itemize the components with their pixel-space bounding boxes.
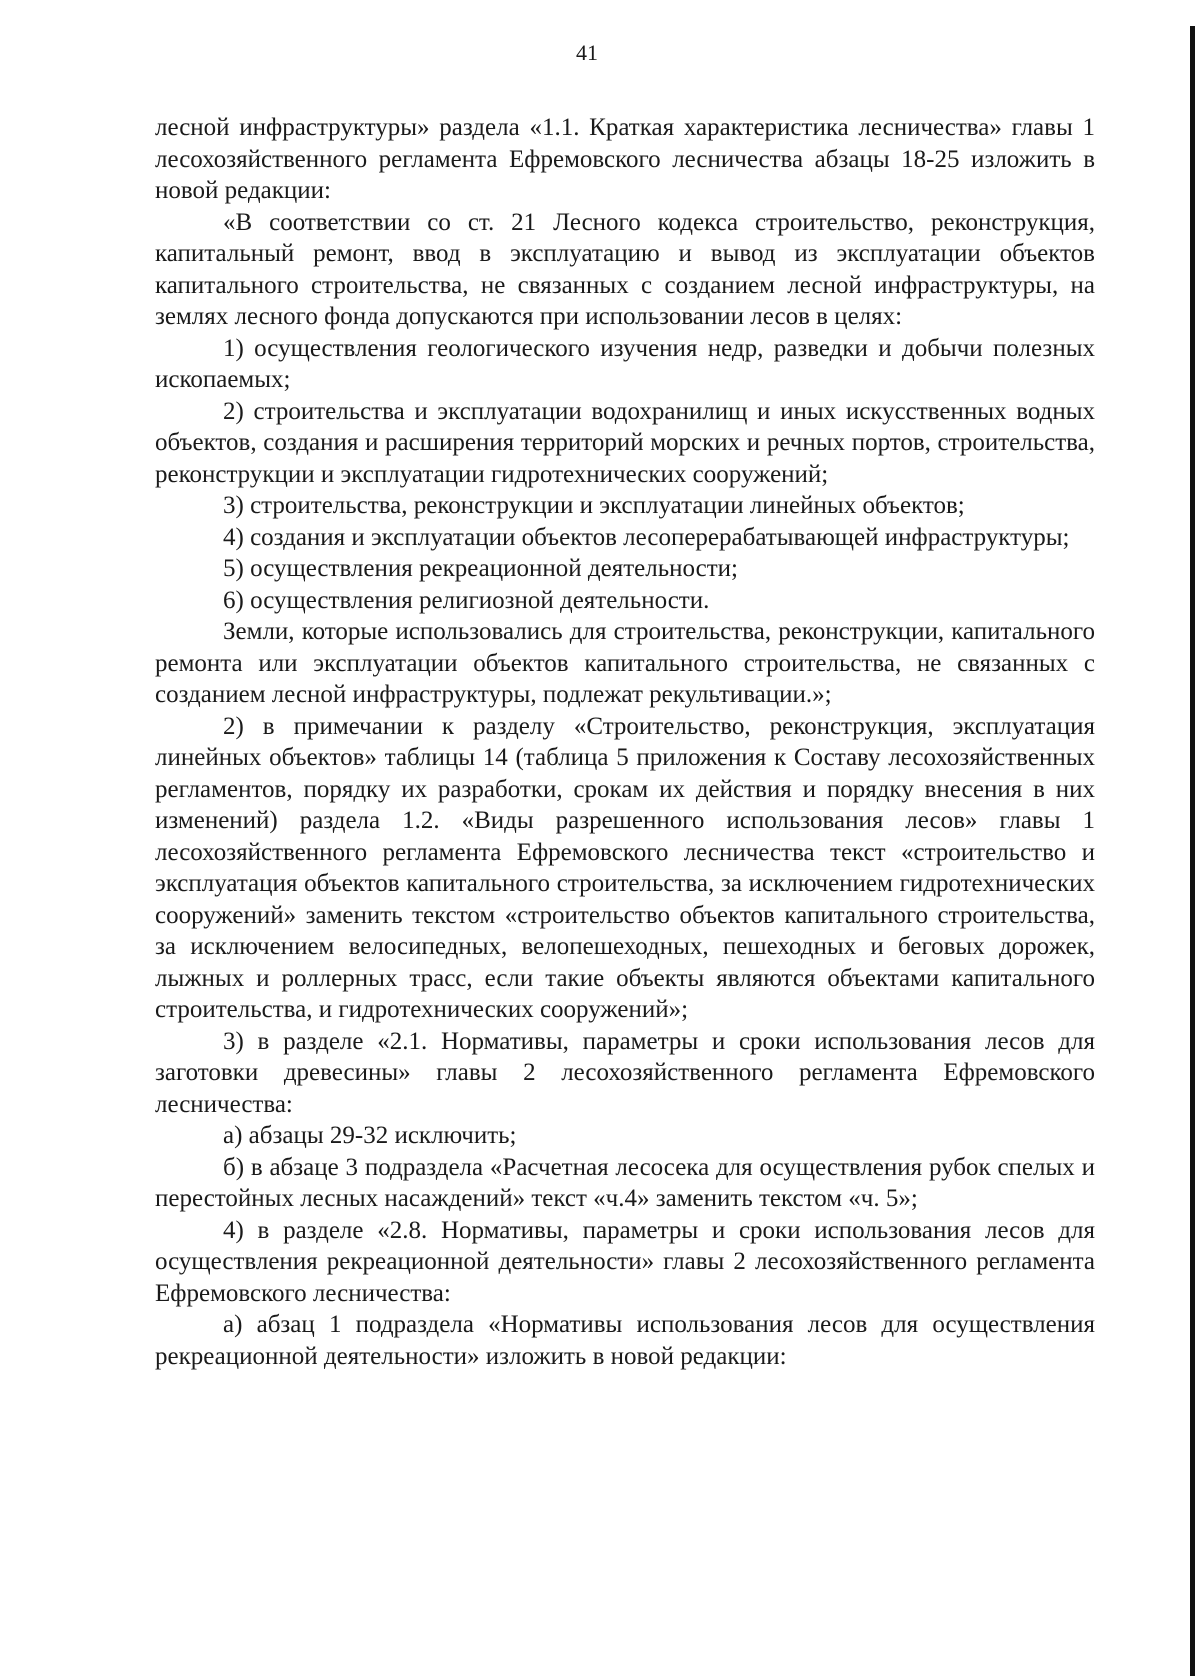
paragraph-7: 5) осуществления рекреационной деятельности;	[223, 555, 738, 582]
paragraph-3: 1) осуществления геологического изучения недр, разведки и добычи полезных ископаемых;	[155, 334, 1095, 393]
paragraph-5: 3) строительства, реконструкции и эксплуатации линейных объектов;	[223, 492, 965, 519]
page-number: 41	[576, 40, 598, 65]
paragraph-6: 4) создания и эксплуатации объектов лесоперерабатывающей инфраструктуры;	[223, 523, 1070, 551]
paragraph-2: «В соответствии со ст. 21 Лесного кодекса строительство, реконструкция, капитальный ремонт, ввод в эксплуатацию и вывод из эксплуатации объектов капитального строительства, не связанных с созданием лесной инфраструктуры, на землях лесного фонда допускаются при использовании лесов в целях:	[155, 208, 1095, 330]
document-body	[155, 112, 1095, 1372]
paragraph-14: 4) в разделе «2.8. Нормативы, параметры и сроки использования лесов для осуществления рекреационной деятельности» главы 2 лесохозяйственного регламента Ефремовского лесничества:	[155, 1216, 1095, 1307]
paragraph-8: 6) осуществления религиозной деятельности.	[223, 586, 710, 614]
paragraph-12: а) абзацы 29-32 исключить;	[223, 1122, 517, 1149]
paragraph-1: лесной инфраструктуры» раздела «1.1. Краткая характеристика лесничества» главы 1 лесохозяйственного регламента Ефремовского лесничества абзацы 18-25 изложить в новой редакции:	[155, 114, 1095, 204]
paragraph-9: Земли, которые использовались для строительства, реконструкции, капитального ремонта или эксплуатации объектов капитального строительства, не связанных с созданием лесной инфраструктуры, подлежат рекультивации.»;	[155, 618, 1095, 708]
paragraph-4: 2) строительства и эксплуатации водохранилищ и иных искусственных водных объектов, создания и расширения территорий морских и речных портов, строительства, реконструкции и эксплуатации гидротехнических сооружений;	[155, 397, 1095, 488]
paragraph-11: 3) в разделе «2.1. Нормативы, параметры и сроки использования лесов для заготовки древесины» главы 2 лесохозяйственного регламента Ефремовского лесничества:	[155, 1027, 1095, 1118]
paragraph-10: 2) в примечании к разделу «Строительство, реконструкция, эксплуатация линейных объектов» таблицы 14 (таблица 5 приложения к Составу лесохозяйственных регламентов, порядку их разработки, срокам их действия и порядку внесения в них изменений) раздела 1.2. «Виды разрешенного использования лесов» главы 1 лесохозяйственного регламента Ефремовского лесничества текст «строительство и эксплуатация объектов капитального строительства, за исключением гидротехнических сооружений» заменить текстом «строительство объектов капитального строительства, за исключением велосипедных, велопешеходных, пешеходных и беговых дорожек, лыжных и роллерных трасс, если такие объекты являются объектами капитального строительства, и гидротехнических сооружений»;	[155, 712, 1095, 1023]
scan-edge-line	[1190, 26, 1195, 1676]
paragraph-15: а) абзац 1 подраздела «Нормативы использования лесов для осуществления рекреационной деятельности» изложить в новой редакции:	[155, 1311, 1095, 1370]
paragraph-13: б) в абзаце 3 подраздела «Расчетная лесосека для осуществления рубок спелых и перестойных лесных насаждений» текст «ч.4» заменить текстом «ч. 5»;	[155, 1153, 1095, 1212]
